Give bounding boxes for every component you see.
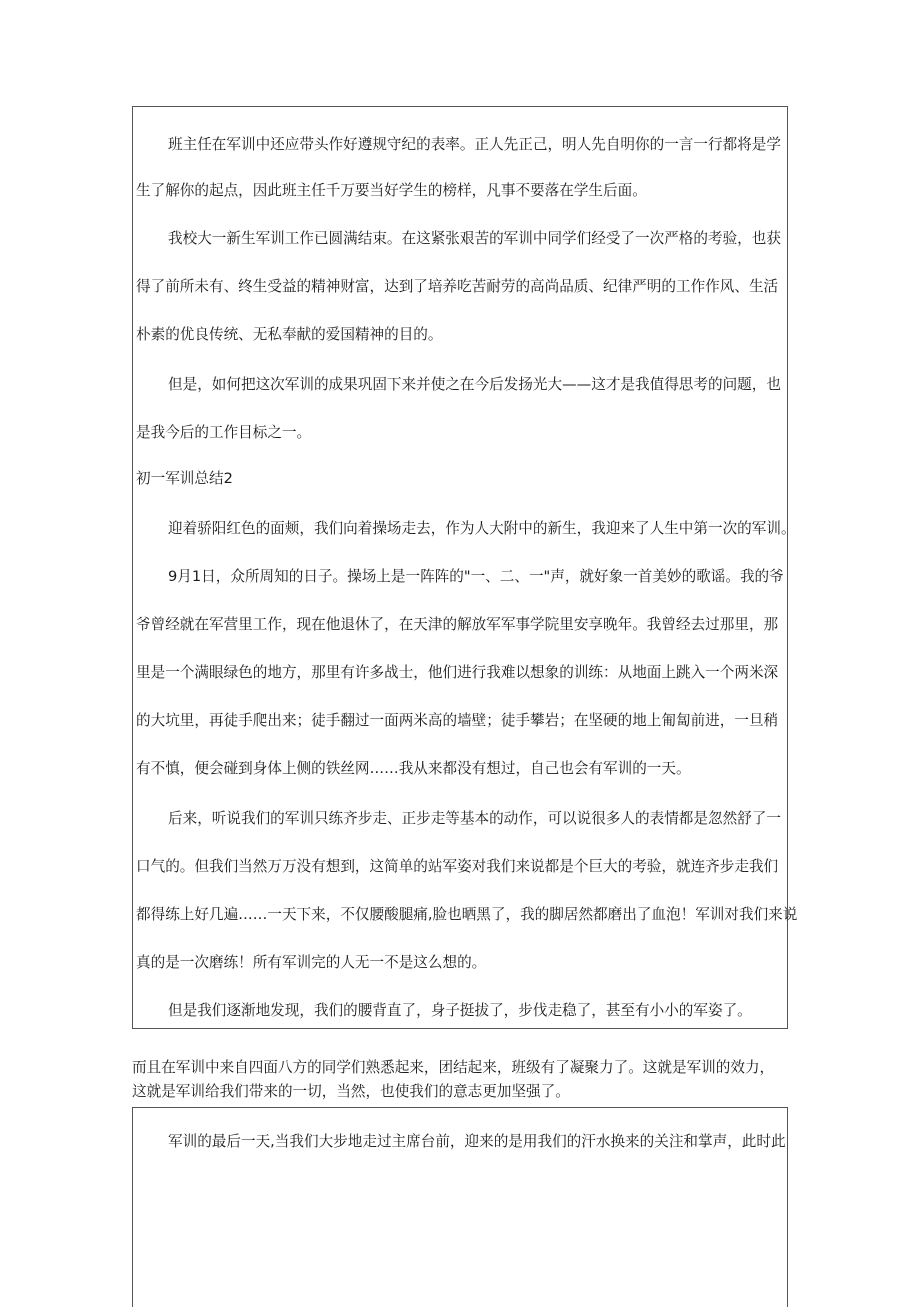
text-line: 但是我们逐渐地发现，我们的腰背直了，身子挺拔了，步伐走稳了，甚至有小小的军姿了。 bbox=[168, 1002, 752, 1019]
text-line: 但是，如何把这次军训的成果巩固下来并使之在今后发扬光大——这才是我值得思考的问题，也 bbox=[168, 376, 781, 393]
text-line: 爷曾经就在军营里工作，现在他退休了，在天津的解放军军事学院里安享晚年。我曾经去过那里，那 bbox=[136, 616, 779, 633]
text-line: 都得练上好几遍……一天下来，不仅腰酸腿痛,脸也晒黑了，我的脚居然都磨出了血泡！军训对我们来说 bbox=[136, 906, 798, 923]
text-line: 得了前所未有、终生受益的精神财富，达到了培养吃苦耐劳的高尚品质、纪律严明的工作作风、生活 bbox=[136, 278, 779, 295]
text-line: 有不慎，便会碰到身体上侧的铁丝网……我从来都没有想过，自己也会有军训的一天。 bbox=[136, 760, 691, 777]
text-line: 迎着骄阳红色的面颊，我们向着操场走去，作为人大附中的新生，我迎来了人生中第一次的军训。 bbox=[168, 520, 796, 537]
text-line: 真的是一次磨练！所有军训完的人无一不是这么想的。 bbox=[136, 954, 487, 971]
text-line: 口气的。但我们当然万万没有想到，这简单的站军姿对我们来说都是个巨大的考验，就连齐步走我们 bbox=[136, 858, 779, 875]
text-line: 后来，听说我们的军训只练齐步走、正步走等基本的动作，可以说很多人的表情都是忽然舒了一 bbox=[168, 810, 781, 827]
text-line: 朴素的优良传统、无私奉献的爱国精神的目的。 bbox=[136, 326, 443, 343]
text-box-2 bbox=[132, 1107, 788, 1307]
text-line: 里是一个满眼绿色的地方，那里有许多战士，他们进行我难以想象的训练：从地面上跳入一个两米深 bbox=[136, 664, 779, 681]
text-line: 这就是军训给我们带来的一切，当然，也使我们的意志更加坚强了。 bbox=[132, 1083, 570, 1100]
section-heading: 初一军训总结2 bbox=[136, 470, 233, 487]
text-line: 而且在军训中来自四面八方的同学们熟悉起来，团结起来，班级有了凝聚力了。这就是军训的效力， bbox=[132, 1059, 775, 1076]
text-line: 9月1日，众所周知的日子。操场上是一阵阵的"一、二、一"声，就好象一首美妙的歌谣。我的爷 bbox=[168, 568, 784, 585]
text-line: 是我今后的工作目标之一。 bbox=[136, 424, 312, 441]
text-line: 的大坑里，再徒手爬出来；徒手翻过一面两米高的墙壁；徒手攀岩；在坚硬的地上匍匐前进，一旦稍 bbox=[136, 712, 779, 729]
text-line: 军训的最后一天,当我们大步地走过主席台前，迎来的是用我们的汗水换来的关注和掌声，此时此 bbox=[168, 1133, 786, 1150]
text-line: 班主任在军训中还应带头作好遵规守纪的表率。正人先正己，明人先自明你的一言一行都将是学 bbox=[168, 136, 781, 153]
text-line: 生了解你的起点，因此班主任千万要当好学生的榜样，凡事不要落在学生后面。 bbox=[136, 182, 647, 199]
text-line: 我校大一新生军训工作已圆满结束。在这紧张艰苦的军训中同学们经受了一次严格的考验，也获 bbox=[168, 230, 781, 247]
text-box-1 bbox=[132, 106, 798, 1029]
